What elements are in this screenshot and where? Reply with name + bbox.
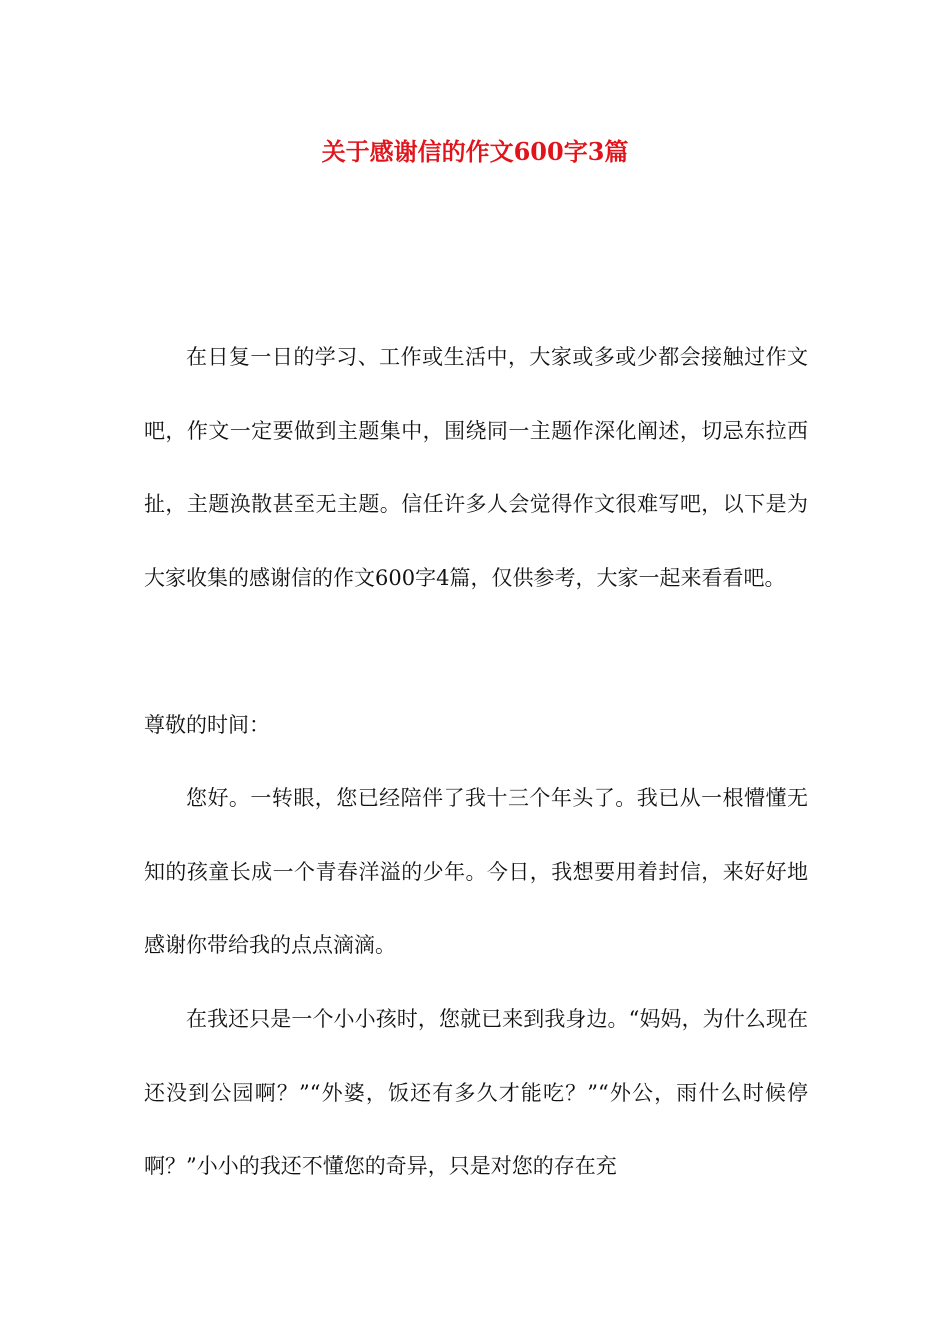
document-title: 关于感谢信的作文600字3篇 bbox=[321, 137, 629, 166]
intro-paragraph-block bbox=[144, 321, 808, 615]
letter-paragraph-1: 您好。一转眼，您已经陪伴了我十三个年头了。我已从一根懵懂无知的孩童长成一个青春洋溢的少年。今日，我想要用着封信，来好好地感谢你带给我的点点滴滴。 bbox=[144, 786, 808, 957]
intro-paragraph: 在日复一日的学习、工作或生活中，大家或多或少都会接触过作文吧，作文一定要做到主题集中，围绕同一主题作深化阐述，切忌东拉西扯，主题涣散甚至无主题。信任许多人会觉得作文很难写吧，以下是为大家收集的感谢信的作文600字4篇，仅供参考，大家一起来看看吧。 bbox=[144, 345, 808, 590]
letter-greeting: 尊敬的时间： bbox=[144, 713, 270, 737]
letter-paragraph-1-block bbox=[144, 762, 808, 983]
letter-paragraph-2: 在我还只是一个小小孩时，您就已来到我身边。“妈妈，为什么现在还没到公园啊？”“外婆，饭还有多久才能吃？”“外公，雨什么时候停啊？”小小的我还不懂您的奇异，只是对您的存在充 bbox=[144, 1007, 808, 1178]
letter-paragraph-2-block bbox=[144, 983, 808, 1204]
greeting-block bbox=[144, 689, 808, 763]
